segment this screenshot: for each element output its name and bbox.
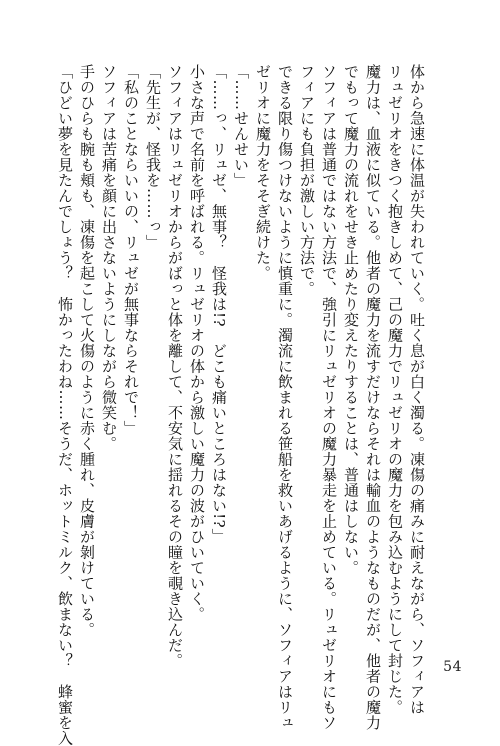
text-line-7 bbox=[274, 64, 296, 731]
text-line-12: ソフィアはリュゼリオからがばっと体を離して、不安気に揺れるその瞳を覗き込んだ。 bbox=[166, 64, 184, 669]
text-line-6: フィアにも負担が激しい方法で。 bbox=[298, 64, 316, 297]
dialogue-line-4: 「私のことならいいの、リュゼが無事ならそれで！」 bbox=[122, 64, 140, 436]
page-number: 54 bbox=[443, 659, 462, 675]
dialogue-line-1: 「……せんせい」 bbox=[232, 64, 250, 188]
text-line-15: ソフィアは苦痛を顔に出さないようにしながら微笑む。 bbox=[100, 64, 118, 452]
text-line-3: 魔力は、血液に似ている。他者の魔力を流すだけならそれは輸血のようなものだが、他者の魔力 bbox=[364, 64, 382, 731]
dialogue-line-5: 「ひどい夢を見たんでしょう？ 怖かったわね……そうだ、ホットミルク、飲まない？ 蜂蜜を入 bbox=[56, 64, 74, 746]
text-line-2: リュゼリオをきつく抱きしめて、己の魔力でリュゼリオの魔力を包み込むようにして封じた。 bbox=[386, 64, 404, 715]
vertical-text-block bbox=[54, 64, 428, 746]
text-line-7-content: できる限り傷つけないように慎重に。濁流に飲まれる笹船を救いあげるように、ソフィアはリュ bbox=[276, 64, 294, 731]
text-line-16: 手のひらも腕も頬も、凍傷を起こして火傷のように赤く腫れ、皮膚が剝けている。 bbox=[78, 64, 96, 638]
text-line-5: ソフィアは普通ではない方法で、強引にリュゼリオの魔力暴走を止めている。リュゼリオにもソ bbox=[320, 64, 338, 731]
text-line-11: 小さな声で名前を呼ばれる。リュゼリオの体から激しい魔力の波がひいていく。 bbox=[188, 64, 206, 622]
text-line-1: 体から急速に体温が失われていく。吐く息が白く濁る。凍傷の痛みに耐えながら、ソフィアは bbox=[408, 64, 426, 715]
text-line-8: ゼリオに魔力をそそぎ続けた。 bbox=[254, 64, 272, 281]
dialogue-line-2: 「……っ、リュゼ、無事？ 怪我は!? どこも痛いところはない!?」 bbox=[210, 64, 228, 544]
dialogue-line-3: 「先生が、怪我を……っ」 bbox=[144, 64, 162, 250]
text-line-4: でもって魔力の流れをせき止めたり変えたりすることは、普通はしない。 bbox=[342, 64, 360, 576]
